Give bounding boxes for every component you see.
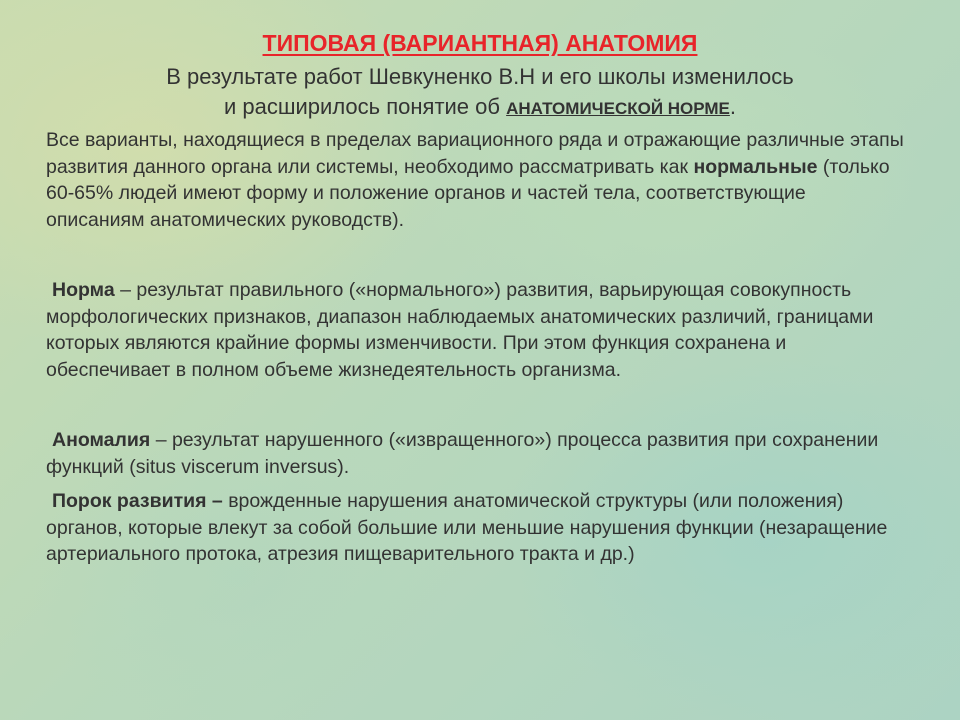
paragraph-anomaly-term: Аномалия bbox=[52, 429, 151, 451]
paragraph-malformation bbox=[46, 488, 906, 568]
subtitle-line-2-prefix: и расширилось понятие об bbox=[224, 94, 507, 119]
paragraph-norm bbox=[46, 277, 906, 383]
paragraph-malformation-term: Порок развития – bbox=[52, 490, 223, 512]
paragraph-variants-text-before: Все варианты, находящиеся в пределах вариационного ряда и отражающие различные этапы развития данного органа или системы, необходимо рассматривать как bbox=[46, 129, 904, 178]
paragraph-norm-text: – результат правильного («нормального») развития, варьирующая совокупность морфологических признаков, диапазон наблюдаемых анатомических различий, границами которых являются крайние формы изменчивости. При этом функция сохранена и обеспечивает в полном объеме жизнедеятельность организма. bbox=[46, 279, 874, 381]
paragraph-variants bbox=[46, 127, 906, 233]
paragraph-anomaly-text: – результат нарушенного («извращенного») процесса развития при сохранении функций (situs viscerum inversus). bbox=[46, 429, 879, 478]
paragraph-variants-text-after: (только 60-65% людей имеют форму и положение органов и частей тела, соответствующие описаниям анатомических руководств). bbox=[46, 155, 890, 231]
paragraph-variants-bold: нормальные bbox=[693, 155, 818, 178]
subtitle-line-2 bbox=[40, 92, 920, 124]
subtitle-line-2-suffix: . bbox=[729, 94, 736, 119]
paragraph-norm-term: Норма bbox=[52, 279, 115, 301]
slide-subtitle bbox=[40, 62, 920, 124]
subtitle-line-1: В результате работ Шевкуненко В.Н и его школы изменилось bbox=[166, 64, 794, 89]
paragraph-malformation-text: врожденные нарушения анатомической структуры (или положения) органов, которые влекут за собой большие или меньшие нарушения функции (незаращение артериального протока, атрезия пищеварительного тракта и др.) bbox=[46, 490, 888, 565]
anatomical-norm-term: АНАТОМИЧЕСКОЙ НОРМЕ bbox=[506, 99, 730, 118]
paragraph-anomaly bbox=[46, 427, 906, 480]
slide-title: ТИПОВАЯ (ВАРИАНТНАЯ) АНАТОМИЯ bbox=[262, 30, 698, 56]
